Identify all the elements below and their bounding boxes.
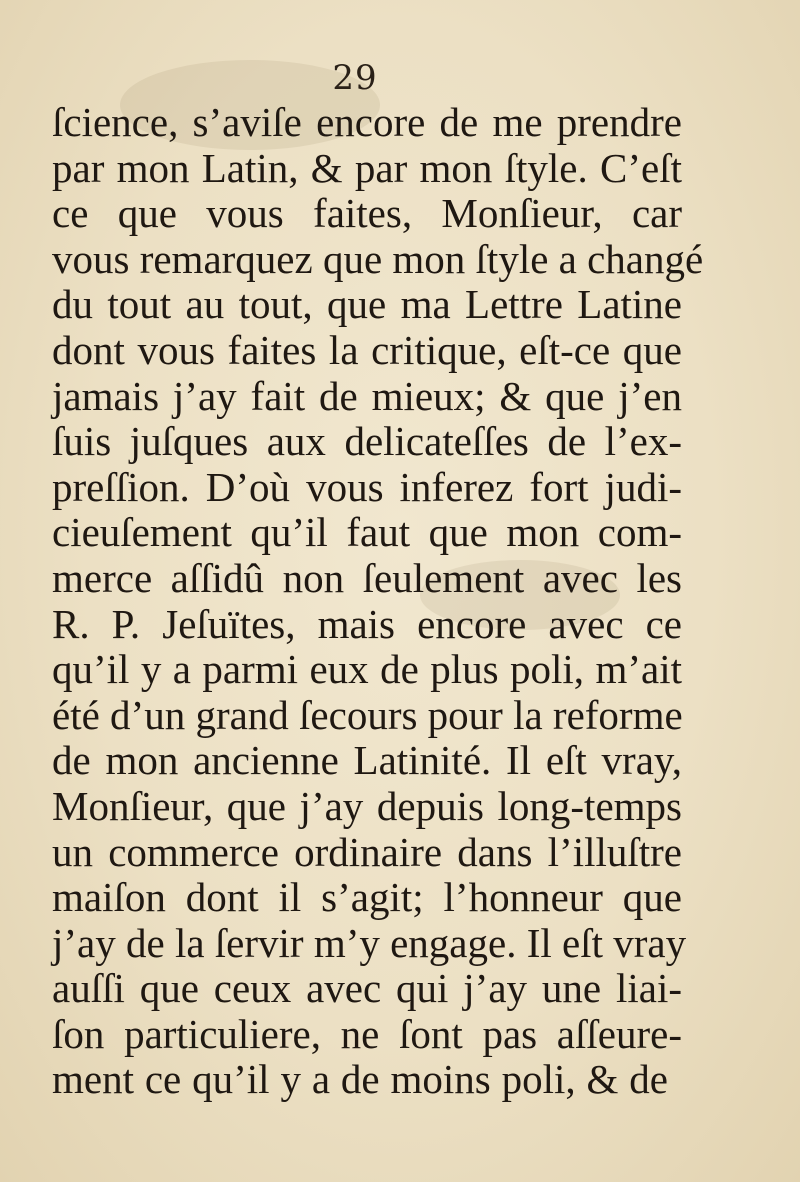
text-line: ſon particuliere, ne ſont pas aſſeure- (52, 1010, 682, 1057)
text-line: Monſieur, que j’ay depuis long-temps (52, 782, 682, 829)
text-line: ce que vous faites, Monſieur, car (52, 190, 682, 237)
text-line: qu’il y a parmi eux de plus poli, m’ait (52, 646, 682, 693)
text-line: merce aſſidû non ſeulement avec les (52, 554, 682, 601)
text-line: vous remarquez que mon ſtyle a changé (52, 235, 704, 282)
text-line: ment ce qu’il y a de moins poli, & de (52, 1056, 668, 1103)
text-line: maiſon dont il s’agit; l’honneur que (52, 874, 682, 921)
text-line: de mon ancienne Latinité. Il eſt vray, (52, 737, 682, 784)
text-line: auſſi que ceux avec qui j’ay une liai- (52, 965, 682, 1012)
text-line: R. P. Jeſuïtes, mais encore avec ce (52, 600, 682, 647)
text-line: été d’un grand ſecours pour la reforme (52, 691, 683, 738)
text-line: preſſion. D’où vous inferez fort judi- (52, 463, 682, 510)
text-line: un commerce ordinaire dans l’illuſtre (52, 828, 682, 875)
body-text (52, 99, 704, 1103)
text-line: cieuſement qu’il faut que mon com- (52, 509, 682, 556)
text-line: ſcience, s’aviſe encore de me prendre (52, 99, 682, 145)
text-line: jamais j’ay fait de mieux; & que j’en (52, 372, 682, 419)
page-number: 29 (332, 58, 378, 98)
text-line: ſuis juſques aux delicateſſes de l’ex- (52, 418, 682, 465)
text-line: dont vous faites la critique, eſt-ce que (52, 326, 682, 373)
text-line: par mon Latin, & par mon ſtyle. C’eſt (52, 144, 682, 191)
text-line: j’ay de la ſervir m’y engage. Il eſt vray (52, 919, 687, 966)
text-line: du tout au tout, que ma Lettre Latine (52, 281, 682, 328)
